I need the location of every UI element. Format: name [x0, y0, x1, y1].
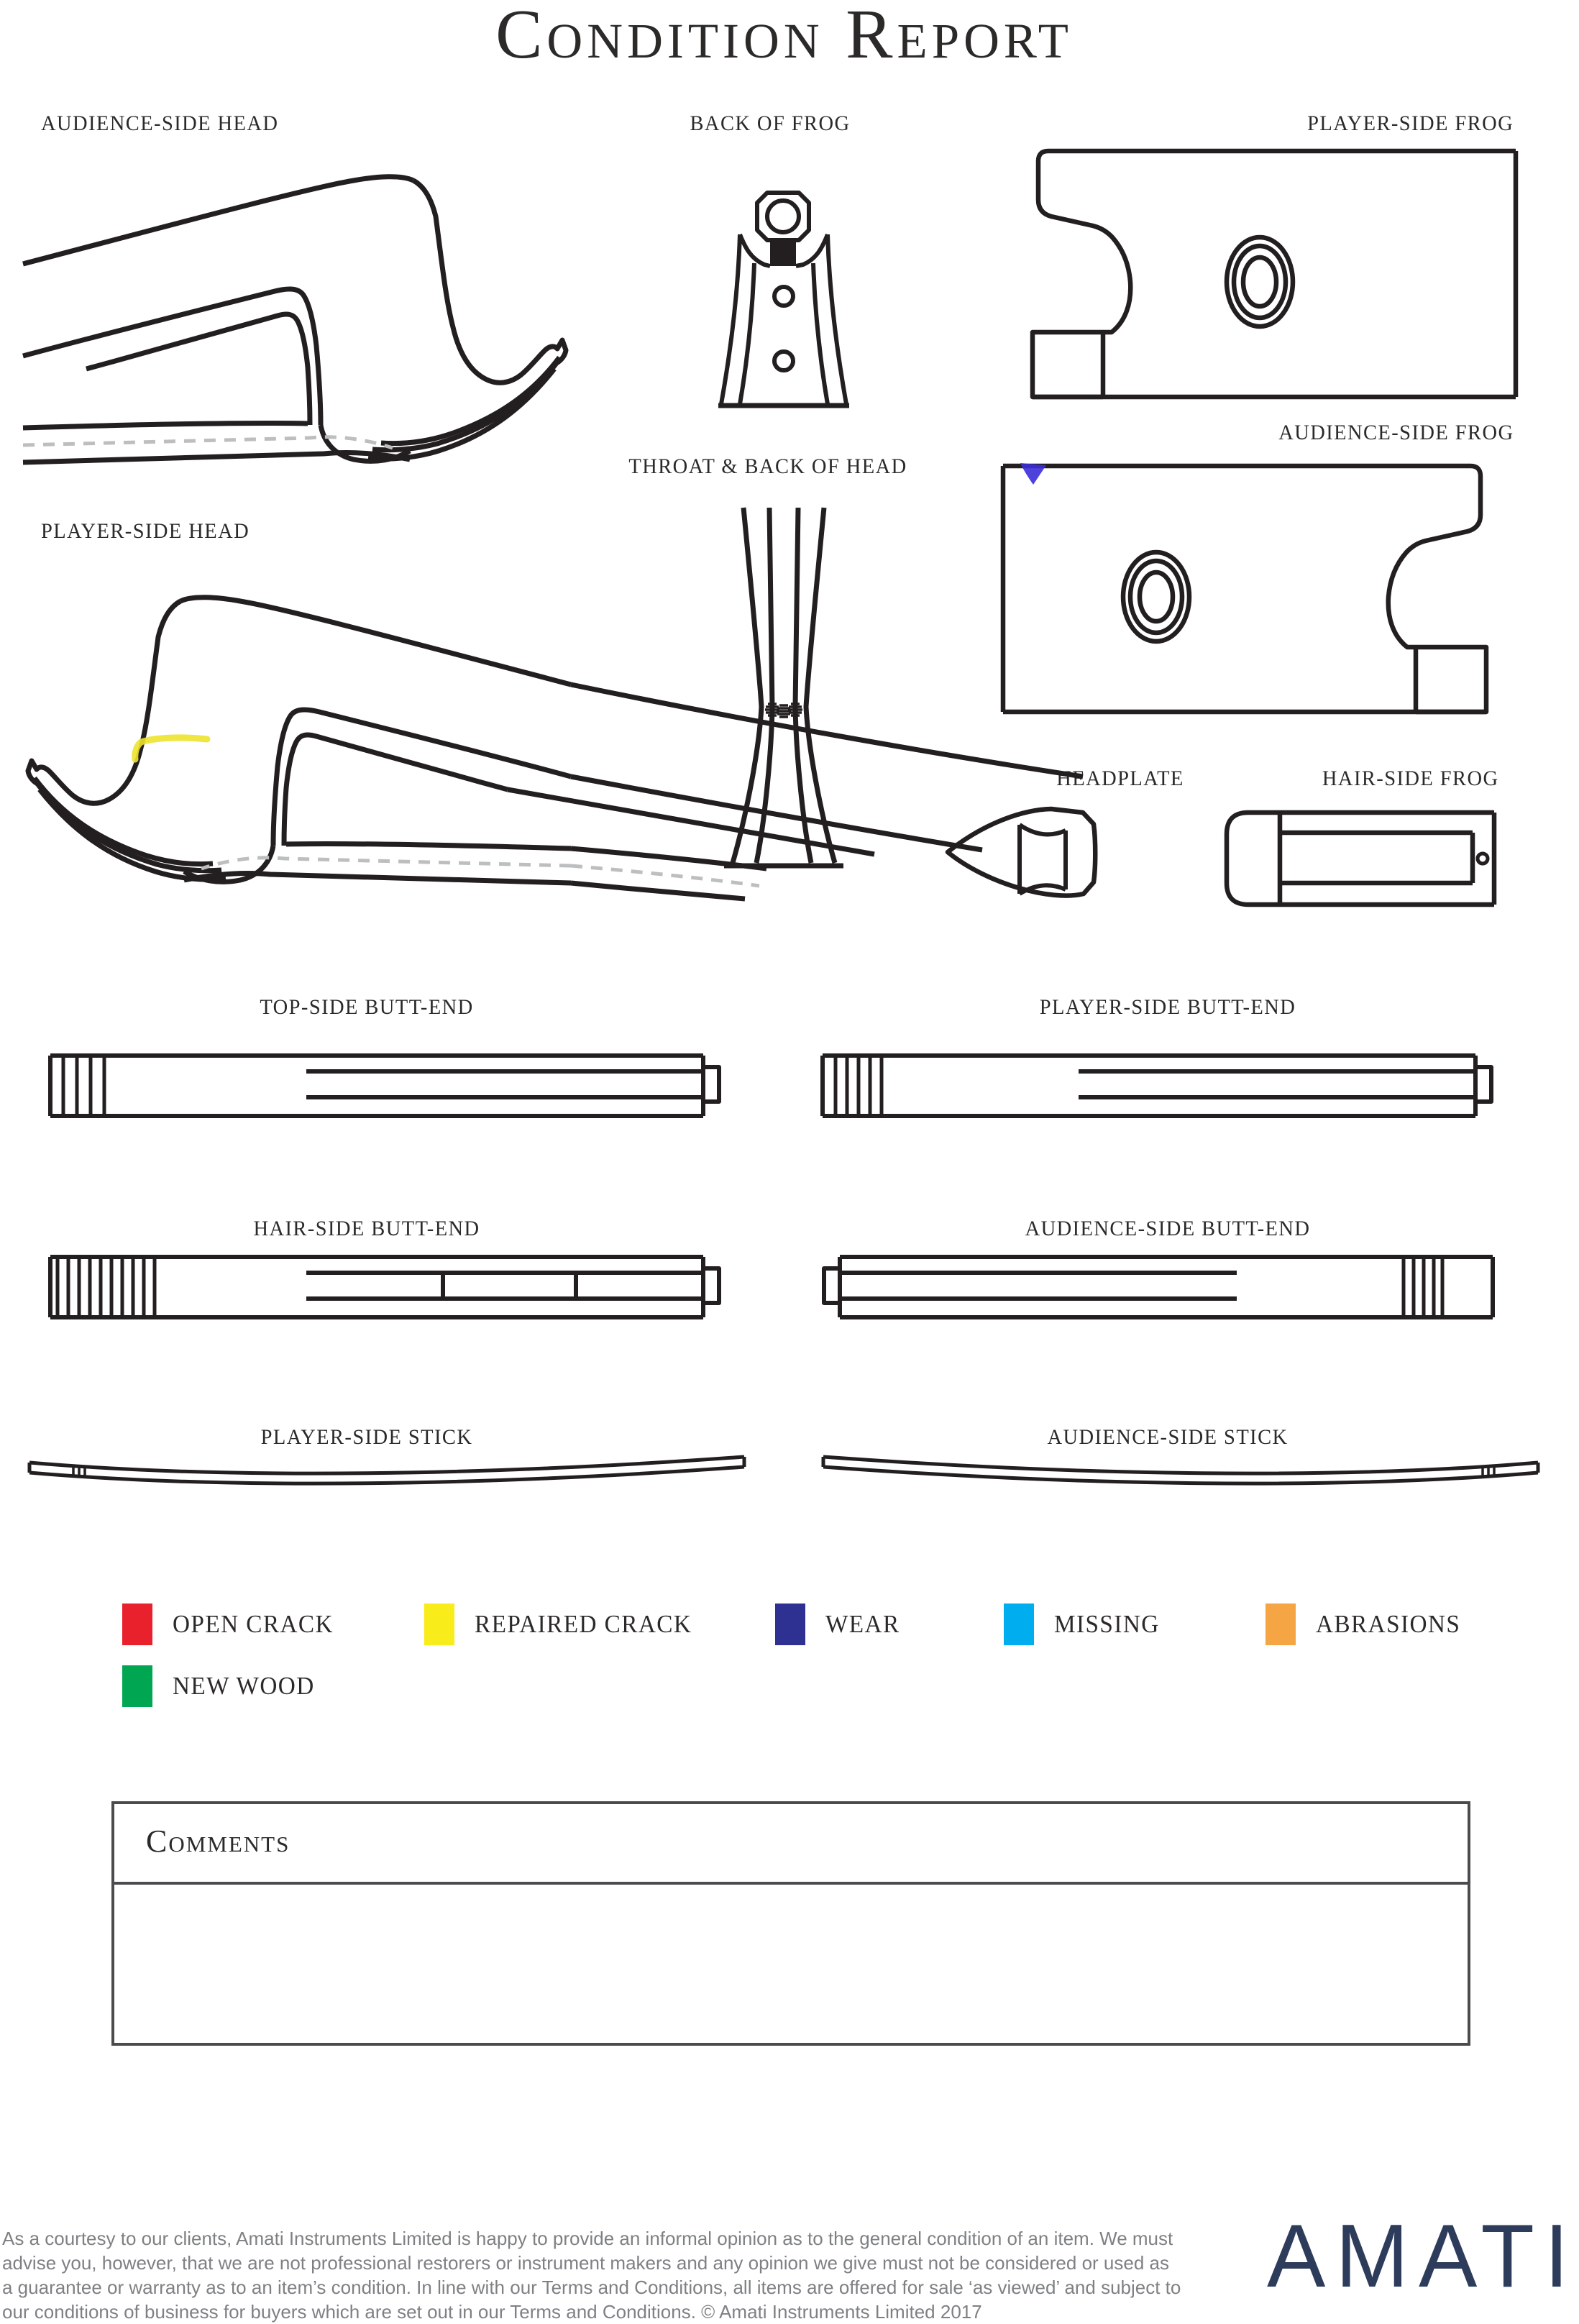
button-cap: [1475, 1067, 1491, 1102]
lapping-hatch: [58, 1257, 155, 1317]
repaired-crack-swatch: [424, 1604, 454, 1645]
button-cap: [824, 1268, 840, 1303]
legend-label: NEW WOOD: [173, 1672, 315, 1700]
amati-logo: AMATI: [1267, 2206, 1579, 2306]
hair-channel-lines: [306, 1273, 703, 1299]
disclaimer-text: [2, 2226, 1181, 2324]
player-side-butt-end-diagram: [820, 1051, 1496, 1120]
eyelet: [1478, 854, 1488, 864]
label-back-of-frog: BACK OF FROG: [690, 111, 851, 135]
wear-swatch: [775, 1604, 805, 1645]
stick-top-line: [23, 177, 413, 264]
lapping-hatch: [63, 1056, 104, 1116]
throat-back-of-head-diagram: [715, 503, 852, 874]
top-side-butt-end-diagram: [47, 1051, 723, 1120]
throat-outer-line: [23, 289, 321, 425]
slide-lines: [306, 1071, 703, 1097]
mortise-outline: [1020, 825, 1066, 894]
audience-side-stick-diagram: [821, 1451, 1540, 1493]
frog-eye: [1243, 257, 1276, 306]
label-player-side-head: PLAYER-SIDE HEAD: [41, 519, 250, 543]
throat-outer-line: [273, 710, 571, 846]
audience-side-head-diagram: [22, 140, 568, 471]
butt-outline: [50, 1056, 703, 1116]
label-player-side-butt-end: PLAYER-SIDE BUTT-END: [1039, 995, 1296, 1019]
stick-top-line: [180, 598, 571, 685]
screw-adapter: [770, 240, 796, 266]
player-side-frog-diagram: [1007, 144, 1517, 403]
mortise-hatch-marks: [765, 704, 802, 717]
slide-lines: [1079, 1071, 1475, 1097]
lapping-hatch: [836, 1056, 882, 1116]
outer-left-side: [721, 234, 740, 404]
legend-item-open-crack: [122, 1604, 342, 1645]
audience-side-butt-end-diagram: [820, 1253, 1496, 1322]
button-circle: [767, 201, 799, 232]
legend-label: REPAIRED CRACK: [475, 1610, 692, 1638]
label-audience-side-stick: AUDIENCE-SIDE STICK: [1047, 1425, 1289, 1449]
label-hair-side-butt-end: HAIR-SIDE BUTT-END: [253, 1217, 480, 1240]
hair-channel: [1280, 833, 1473, 883]
slide-square: [1033, 332, 1103, 397]
comments-header: [114, 1804, 1468, 1885]
legend-item-repaired-crack: [424, 1604, 703, 1645]
lapping-hatch: [1404, 1257, 1442, 1317]
outer-right-line: [806, 508, 835, 863]
inner-left-side: [740, 263, 754, 404]
butt-outline: [823, 1056, 1475, 1116]
comments-body-field: [114, 1885, 1468, 2043]
hair-ribbon-top: [286, 843, 571, 848]
legend-item-abrasions: [1266, 1604, 1468, 1645]
abrasions-swatch: [1266, 1604, 1296, 1645]
screw-hole: [774, 287, 793, 306]
frog-underside-outline: [1227, 813, 1494, 905]
button-cap: [703, 1268, 719, 1303]
inner-right-side: [813, 263, 828, 404]
hair-ribbon-dashed: [201, 858, 571, 869]
legend-label: WEAR: [825, 1610, 900, 1638]
legend-label: OPEN CRACK: [173, 1610, 334, 1638]
label-top-side-butt-end: TOP-SIDE BUTT-END: [260, 995, 474, 1019]
label-hair-side-frog: HAIR-SIDE FROG: [1322, 767, 1499, 790]
wear-annotation-mark: [1020, 463, 1046, 485]
butt-outline: [840, 1257, 1493, 1317]
hair-ribbon-bottom-extension: [571, 883, 745, 899]
frog-eye: [1123, 552, 1189, 641]
frog-eye: [1140, 572, 1173, 621]
legend-label: MISSING: [1054, 1610, 1160, 1638]
screw-hole: [774, 352, 793, 370]
disclaimer-line: As a courtesy to our clients, Amati Instruments Limited is happy to provide an informal opinion as to the general condition of an item. We must: [2, 2228, 1173, 2249]
headplate-diagram: [942, 802, 1115, 906]
head-outline: [372, 180, 566, 450]
label-throat-back-of-head: THROAT & BACK OF HEAD: [628, 454, 907, 478]
legend-item-new-wood: [122, 1665, 322, 1707]
back-of-frog-diagram: [708, 188, 859, 411]
stick-top-line: [823, 1457, 1538, 1473]
label-headplate: HEADPLATE: [1056, 767, 1184, 790]
stick-top-line: [29, 1457, 744, 1473]
page-title: Condition Report: [495, 0, 1073, 73]
hair-ribbon-top: [23, 423, 308, 428]
open-crack-swatch: [122, 1604, 152, 1645]
repaired-crack-annotation-mark: [135, 738, 207, 759]
legend-item-missing: [1004, 1604, 1165, 1645]
butt-outline: [50, 1257, 703, 1317]
slide-square: [1416, 647, 1486, 712]
hair-side-butt-end-diagram: [47, 1253, 723, 1322]
outer-right-side: [828, 234, 846, 404]
player-side-stick-diagram: [27, 1451, 746, 1493]
disclaimer-line: advise you, however, that we are not professional restorers or instrument makers and any opinion we give must not be considered or used as: [2, 2252, 1169, 2274]
disclaimer-line: our conditions of business for buyers which are set out in our Terms and Conditions. © Amati Instruments Limited 2017: [2, 2301, 982, 2323]
new-wood-swatch: [122, 1665, 152, 1707]
comments-box: [111, 1801, 1470, 2046]
outer-left-line: [733, 508, 761, 863]
label-player-side-frog: PLAYER-SIDE FROG: [1306, 111, 1514, 135]
hair-ribbon-dashed: [23, 437, 393, 448]
legend-item-wear: [775, 1604, 904, 1645]
disclaimer-line: a guarantee or warranty as to an item’s condition. In line with our Terms and Conditions, all items are offered for sale ‘as viewed’ and subject to: [2, 2277, 1181, 2298]
slide-lines: [840, 1273, 1237, 1299]
label-audience-side-frog: AUDIENCE-SIDE FROG: [1278, 421, 1514, 444]
missing-swatch: [1004, 1604, 1034, 1645]
label-player-side-stick: PLAYER-SIDE STICK: [260, 1425, 473, 1449]
legend-label: ABRASIONS: [1316, 1610, 1461, 1638]
label-audience-side-head: AUDIENCE-SIDE HEAD: [41, 111, 279, 135]
comments-title: Comments: [146, 1824, 290, 1859]
label-audience-side-butt-end: AUDIENCE-SIDE BUTT-END: [1025, 1217, 1311, 1240]
frog-eye: [1227, 237, 1293, 326]
hair-side-frog-diagram: [1219, 808, 1501, 909]
button-cap: [703, 1067, 719, 1102]
